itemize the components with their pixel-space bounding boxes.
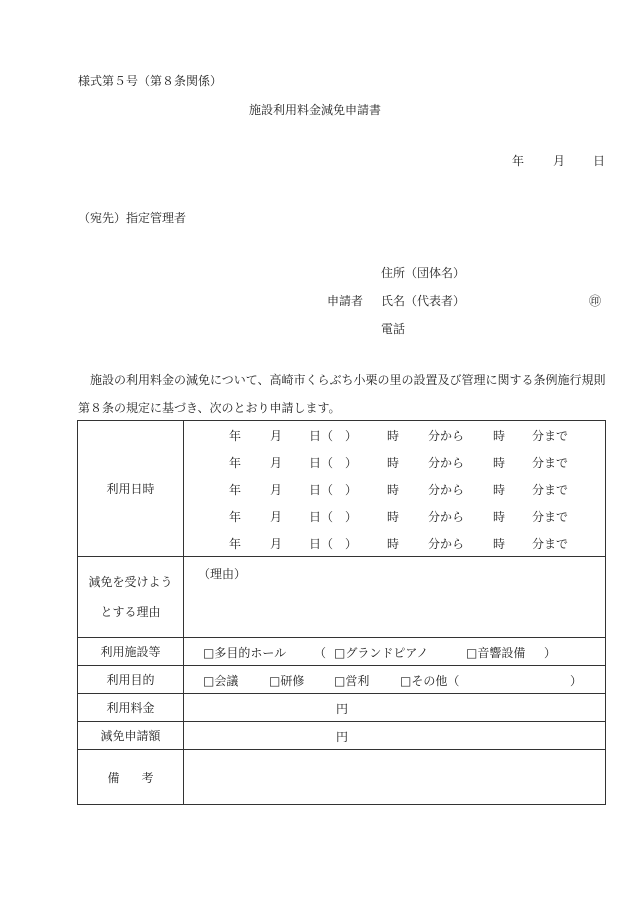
datetime-month-label: 月 <box>270 456 283 470</box>
addressee: （宛先）指定管理者 <box>78 211 187 225</box>
fee-input[interactable] <box>184 694 605 721</box>
reduction-row <box>78 722 606 750</box>
datetime-day-label: 日（ ） <box>309 483 358 497</box>
reduction-input[interactable] <box>184 722 605 749</box>
purpose-label: 利用目的 <box>78 666 184 694</box>
datetime-minute-from-label: 分から <box>428 456 465 470</box>
datetime-day-label: 日（ ） <box>309 537 358 551</box>
datetime-hour-from-label: 時 <box>387 429 400 443</box>
datetime-day-label: 日（ ） <box>309 456 358 470</box>
datetime-line[interactable] <box>184 529 605 556</box>
date-year-label: 年 <box>512 154 525 168</box>
phone-label: 電話 <box>381 322 406 336</box>
datetime-hour-to-label: 時 <box>493 456 506 470</box>
datetime-minute-to-label: 分まで <box>532 456 569 470</box>
purpose-meeting-checkbox[interactable]: □会議 <box>203 674 239 688</box>
datetime-hour-to-label: 時 <box>493 483 506 497</box>
remarks-label <box>78 750 184 805</box>
purpose-commercial-checkbox[interactable]: □営利 <box>334 674 370 688</box>
usage-datetime-cell[interactable] <box>184 421 606 557</box>
datetime-line[interactable] <box>184 502 605 529</box>
datetime-year-label: 年 <box>229 429 242 443</box>
datetime-day-label: 日（ ） <box>309 510 358 524</box>
document-title: 施設利用料金減免申請書 <box>248 103 381 117</box>
application-table <box>77 420 606 805</box>
usage-datetime-label: 利用日時 <box>78 421 184 557</box>
facility-hall-checkbox[interactable]: □多目的ホール <box>203 646 287 660</box>
reduction-label: 減免申請額 <box>78 722 184 750</box>
usage-datetime-row <box>78 421 606 557</box>
datetime-lines <box>184 421 605 556</box>
datetime-month-label: 月 <box>270 537 283 551</box>
datetime-month-label: 月 <box>270 510 283 524</box>
fee-row <box>78 694 606 722</box>
purpose-options <box>184 666 605 693</box>
name-label: 氏名（代表者） <box>381 294 466 308</box>
reduction-unit: 円 <box>336 730 349 744</box>
reason-label <box>78 557 184 638</box>
datetime-minute-from-label: 分から <box>428 483 465 497</box>
address-label: 住所（団体名） <box>381 266 466 280</box>
datetime-minute-to-label: 分まで <box>532 510 569 524</box>
datetime-hour-from-label: 時 <box>387 483 400 497</box>
remarks-input[interactable] <box>184 750 606 805</box>
datetime-line[interactable] <box>184 448 605 475</box>
datetime-month-label: 月 <box>270 483 283 497</box>
form-number: 様式第５号（第８条関係） <box>78 74 223 88</box>
remarks-row <box>78 750 606 805</box>
datetime-month-label: 月 <box>270 429 283 443</box>
application-statement: 施設の利用料金の減免について、高崎市くらぶち小栗の里の設置及び管理に関する条例施行規則第８条の規定に基づき、次のとおり申請します。 <box>78 373 606 415</box>
datetime-minute-to-label: 分まで <box>532 537 569 551</box>
reason-tag: （理由） <box>198 567 247 581</box>
facility-sound-checkbox[interactable]: □音響設備 <box>466 646 526 660</box>
date-month-label: 月 <box>553 154 566 168</box>
purpose-row <box>78 666 606 694</box>
datetime-line[interactable] <box>184 421 605 448</box>
datetime-hour-from-label: 時 <box>387 456 400 470</box>
datetime-hour-to-label: 時 <box>493 537 506 551</box>
datetime-year-label: 年 <box>229 537 242 551</box>
purpose-training-checkbox[interactable]: □研修 <box>269 674 305 688</box>
datetime-minute-from-label: 分から <box>428 537 465 551</box>
fee-unit: 円 <box>336 702 349 716</box>
datetime-minute-to-label: 分まで <box>532 429 569 443</box>
datetime-day-label: 日（ ） <box>309 429 358 443</box>
reason-label-line1: 減免を受けよう <box>88 575 173 589</box>
datetime-line[interactable] <box>184 475 605 502</box>
datetime-hour-to-label: 時 <box>493 429 506 443</box>
datetime-year-label: 年 <box>229 483 242 497</box>
datetime-year-label: 年 <box>229 456 242 470</box>
applicant-label: 申請者 <box>327 294 364 308</box>
datetime-minute-to-label: 分まで <box>532 483 569 497</box>
remarks-label-text: 備考 <box>107 770 176 785</box>
datetime-minute-from-label: 分から <box>428 510 465 524</box>
facility-paren-open: （ <box>314 646 327 660</box>
facility-piano-checkbox[interactable]: □グランドピアノ <box>334 646 429 660</box>
facility-options <box>184 638 605 665</box>
datetime-year-label: 年 <box>229 510 242 524</box>
purpose-paren-close: ） <box>570 674 583 688</box>
datetime-hour-to-label: 時 <box>493 510 506 524</box>
reason-input[interactable] <box>184 557 606 638</box>
facility-paren-close: ） <box>544 646 557 660</box>
datetime-minute-from-label: 分から <box>428 429 465 443</box>
facility-label: 利用施設等 <box>78 638 184 666</box>
purpose-other-checkbox[interactable]: □その他（ <box>400 674 460 688</box>
reason-label-line2: とする理由 <box>100 605 161 619</box>
datetime-hour-from-label: 時 <box>387 537 400 551</box>
seal-mark: ㊞ <box>589 294 602 308</box>
date-day-label: 日 <box>593 154 606 168</box>
datetime-hour-from-label: 時 <box>387 510 400 524</box>
facility-row <box>78 638 606 666</box>
fee-label: 利用料金 <box>78 694 184 722</box>
reason-row <box>78 557 606 638</box>
